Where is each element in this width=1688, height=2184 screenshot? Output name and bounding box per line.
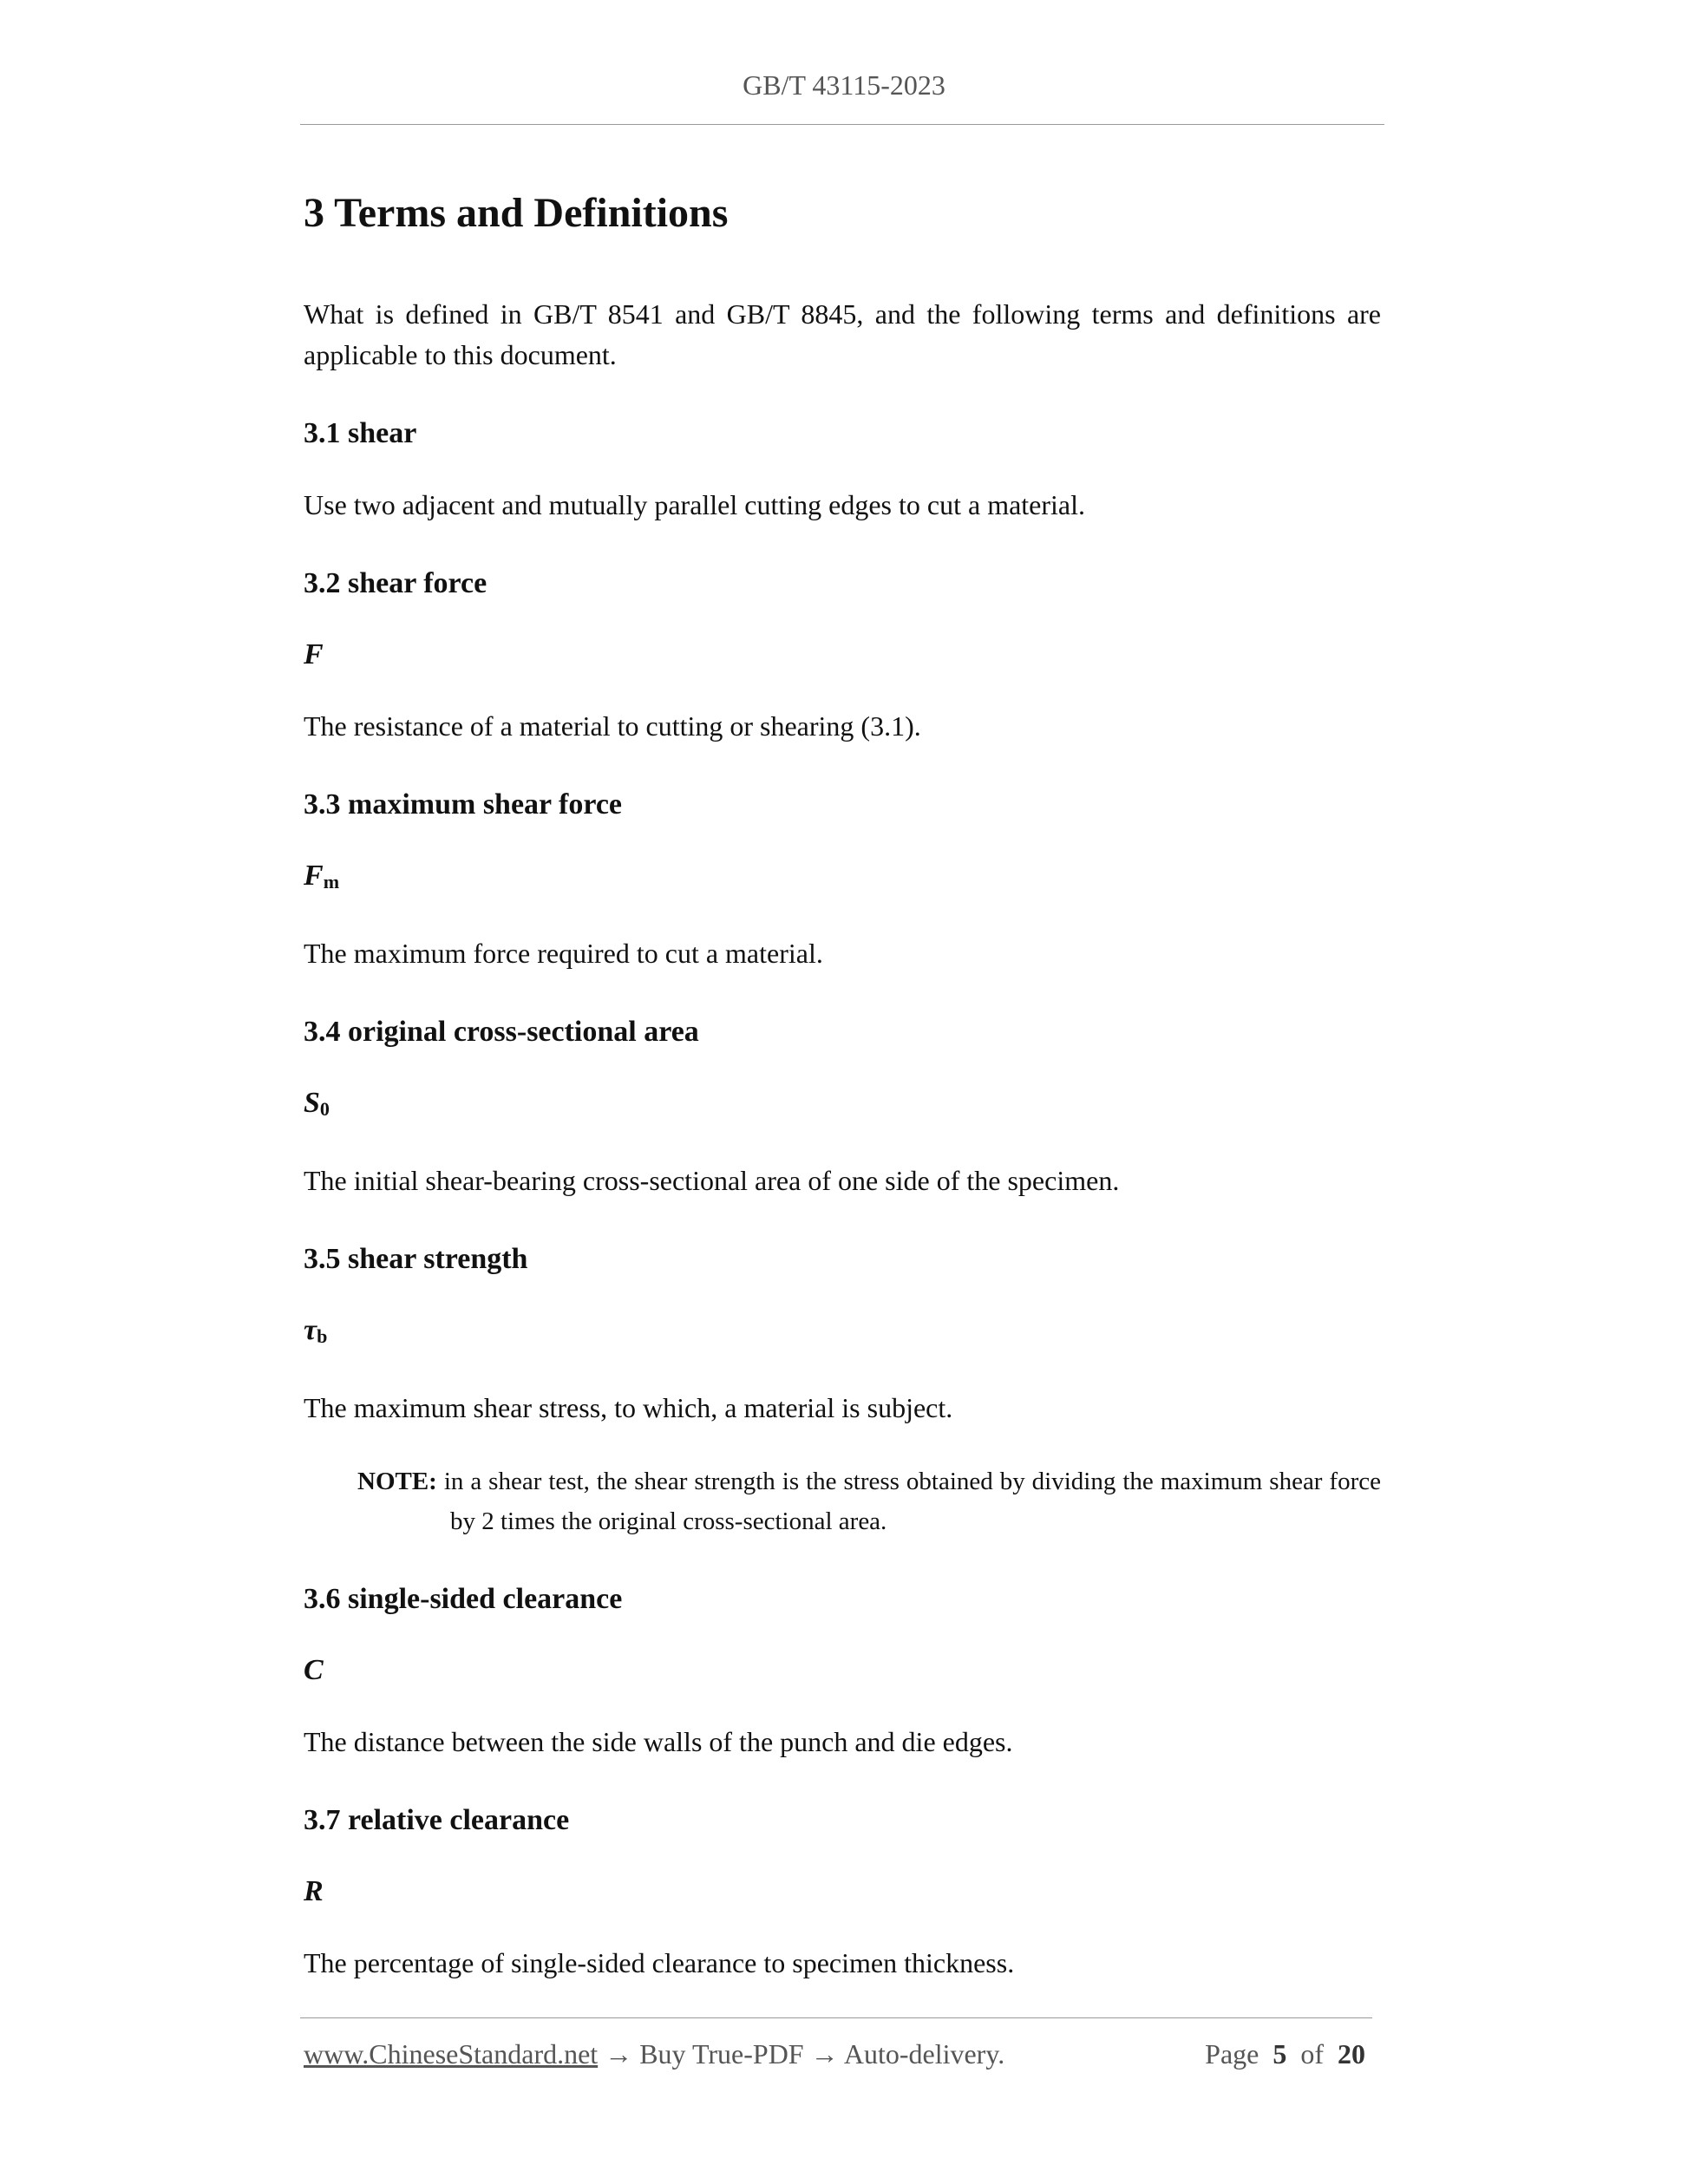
term-symbol-maximum-shear-force (304, 855, 1381, 903)
symbol-subscript: b (317, 1325, 328, 1347)
term-symbol-single-sided-clearance (304, 1650, 1381, 1691)
symbol-letter: S (304, 1087, 320, 1119)
page-current: 5 (1273, 2038, 1287, 2070)
term-symbol-original-cross-sectional-area (304, 1082, 1381, 1130)
page-footer (304, 2038, 1372, 2070)
footer-arrow-icon: → (810, 2038, 839, 2070)
note-shear-strength (357, 1461, 1381, 1541)
page-content (304, 185, 1381, 1984)
symbol-letter: C (304, 1654, 324, 1686)
term-heading-maximum-shear-force: 3.3 maximum shear force (304, 788, 623, 821)
page-label: Page (1205, 2038, 1259, 2070)
note-label: NOTE: (357, 1468, 437, 1495)
page-number (1205, 2038, 1365, 2070)
term-definition-original-cross-sectional-area: The initial shear-bearing cross-sectional area of one side of the specimen. (304, 1165, 1120, 1196)
symbol-subscript: m (323, 871, 340, 893)
footer-buy-text: Buy True-PDF (639, 2038, 804, 2070)
footer-divider (300, 2017, 1372, 2018)
footer-delivery-text: Auto-delivery. (843, 2038, 1005, 2070)
symbol-letter: τ (304, 1314, 317, 1346)
term-symbol-shear-force (304, 634, 1381, 676)
term-heading-relative-clearance: 3.7 relative clearance (304, 1804, 570, 1836)
term-heading-shear-strength: 3.5 shear strength (304, 1243, 528, 1275)
page-of: of (1300, 2038, 1324, 2070)
term-definition-shear-force: The resistance of a material to cutting or shearing (3.1). (304, 710, 921, 742)
section-title: 3 Terms and Definitions (304, 190, 729, 236)
term-definition-shear: Use two adjacent and mutually parallel cutting edges to cut a material. (304, 489, 1086, 520)
term-definition-single-sided-clearance: The distance between the side walls of the punch and die edges. (304, 1726, 1013, 1757)
section-intro: What is defined in GB/T 8541 and GB/T 8845, and the following terms and definitions are applicable to this document. (304, 298, 1381, 370)
term-definition-shear-strength: The maximum shear stress, to which, a material is subject. (304, 1392, 953, 1423)
note-text: in a shear test, the shear strength is the stress obtained by dividing the maximum shear force by 2 times the original cross-sectional area. (443, 1468, 1381, 1535)
symbol-letter: F (304, 860, 324, 892)
term-definition-maximum-shear-force: The maximum force required to cut a material. (304, 938, 823, 969)
term-symbol-shear-strength (304, 1310, 1381, 1357)
page-total: 20 (1338, 2038, 1365, 2070)
header-divider (300, 124, 1384, 125)
footer-arrow-icon: → (605, 2038, 633, 2070)
term-heading-original-cross-sectional-area: 3.4 original cross-sectional area (304, 1016, 699, 1048)
term-symbol-relative-clearance (304, 1871, 1381, 1913)
symbol-subscript: 0 (319, 1098, 330, 1120)
term-definition-relative-clearance: The percentage of single-sided clearance to specimen thickness. (304, 1947, 1015, 1978)
page-header-code: GB/T 43115-2023 (743, 69, 945, 101)
footer-site-link[interactable]: www.ChineseStandard.net (304, 2038, 599, 2070)
term-heading-shear-force: 3.2 shear force (304, 567, 487, 599)
symbol-letter: R (304, 1875, 324, 1907)
term-heading-single-sided-clearance: 3.6 single-sided clearance (304, 1583, 623, 1615)
symbol-letter: F (304, 638, 324, 670)
term-heading-shear: 3.1 shear (304, 417, 417, 449)
